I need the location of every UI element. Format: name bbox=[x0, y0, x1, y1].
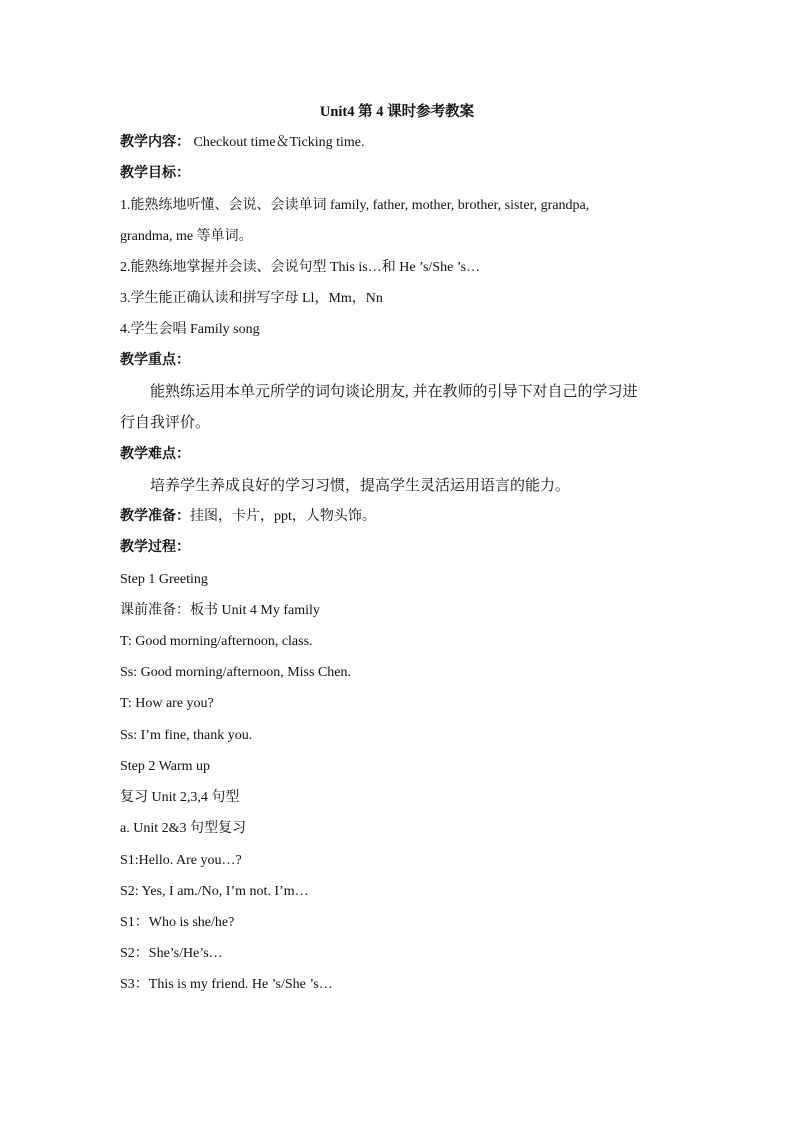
dialogue-ss-fine: Ss: I’m fine, thank you. bbox=[120, 728, 253, 743]
process-heading: 教学过程： bbox=[120, 540, 190, 555]
prep-row bbox=[120, 508, 376, 526]
content-heading: 教学内容： bbox=[120, 135, 190, 150]
goal-1-line-1: 1.能熟练地听懂、会说、会读单词 family, father, mother, brother, sister, grandpa, bbox=[120, 198, 590, 213]
goal-4: 4.学生会唱 Family song bbox=[120, 322, 260, 337]
dialogue-s3-this: S3：This is my friend. He ’s/She ’s… bbox=[120, 977, 333, 992]
dialogue-ss-greeting: Ss: Good morning/afternoon, Miss Chen. bbox=[120, 665, 351, 680]
dialogue-s2-yes: S2: Yes, I am./No, I’m not. I’m… bbox=[120, 884, 309, 899]
dialogue-s2-shes: S2：She’s/He’s… bbox=[120, 946, 223, 961]
goal-1-line-2: grandma, me 等单词。 bbox=[120, 229, 253, 244]
goals-heading: 教学目标： bbox=[120, 166, 190, 181]
document-title: Unit4 第 4 课时参考教案 bbox=[319, 104, 475, 120]
difficulty-heading: 教学难点： bbox=[120, 447, 190, 462]
content-text: Checkout time＆Ticking time. bbox=[190, 135, 365, 150]
content-row bbox=[120, 134, 364, 152]
review-heading: 复习 Unit 2,3,4 句型 bbox=[120, 790, 240, 805]
prep-text: 挂图，卡片，ppt，人物头饰。 bbox=[190, 509, 376, 524]
dialogue-s1-hello: S1:Hello. Are you…? bbox=[120, 853, 242, 868]
dialogue-t-greeting: T: Good morning/afternoon, class. bbox=[120, 634, 313, 649]
prep-heading: 教学准备： bbox=[120, 509, 190, 524]
goal-3: 3.学生能正确认读和拼写字母 Ll，Mm，Nn bbox=[120, 291, 383, 306]
difficulty-text: 培养学生养成良好的学习习惯，提高学生灵活运用语言的能力。 bbox=[150, 478, 571, 494]
key-points-text-2: 行自我评价。 bbox=[120, 415, 211, 431]
key-points-heading: 教学重点： bbox=[120, 353, 190, 368]
review-a: a. Unit 2&3 句型复习 bbox=[120, 821, 246, 836]
step-1: Step 1 Greeting bbox=[120, 572, 208, 587]
dialogue-t-how: T: How are you? bbox=[120, 696, 214, 711]
pre-class-note: 课前准备：板书 Unit 4 My family bbox=[120, 603, 320, 618]
step-2: Step 2 Warm up bbox=[120, 759, 210, 774]
key-points-text-1: 能熟练运用本单元所学的词句谈论朋友, 并在教师的引导下对自己的学习进 bbox=[150, 384, 638, 400]
dialogue-s1-who: S1：Who is she/he? bbox=[120, 915, 235, 930]
goal-2: 2.能熟练地掌握并会读、会说句型 This is…和 He ’s/She ’s… bbox=[120, 260, 481, 275]
